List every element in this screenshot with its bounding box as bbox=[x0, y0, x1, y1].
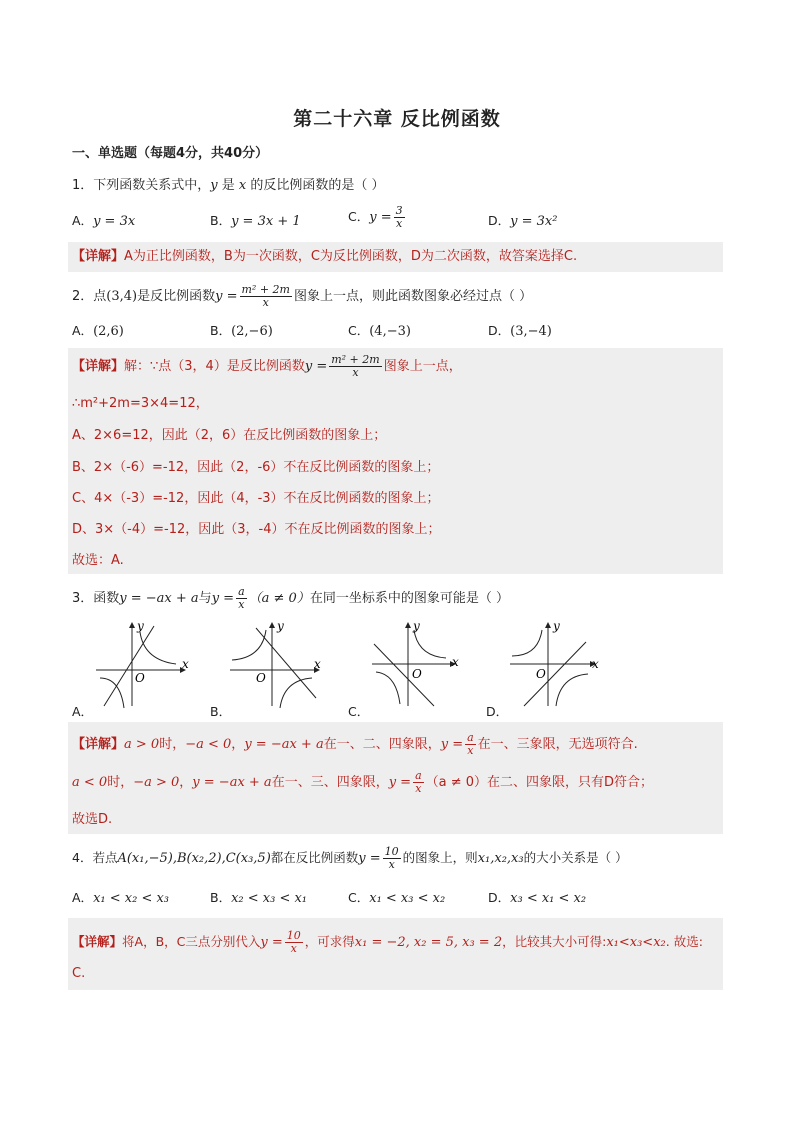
q1-suffix: 的反比例函数的是（ ） bbox=[246, 178, 385, 193]
answer-text: 解：∵点（3，4）是反比例函数 bbox=[124, 359, 305, 374]
q3-suffix: 在同一坐标系中的图象可能是（ ） bbox=[309, 591, 509, 606]
answer-text: （a ≠ 0）在二、四象限，只有D符合； bbox=[425, 775, 654, 790]
answer-text: 图象上一点， bbox=[383, 359, 462, 374]
option-label: C． bbox=[348, 209, 370, 224]
axis-y-label: y bbox=[413, 620, 420, 633]
option-expr: y = 3x bbox=[93, 214, 136, 229]
question-1 bbox=[72, 176, 385, 196]
answer-text: 时， bbox=[107, 775, 134, 790]
q1-prefix: 1．下列函数关系式中， bbox=[72, 178, 211, 193]
answer-text: ， bbox=[179, 775, 193, 790]
q2-answer-box bbox=[68, 348, 723, 574]
q4-answer-line-2: C. bbox=[72, 966, 86, 981]
q4-options bbox=[72, 888, 722, 908]
option-label: C． bbox=[348, 323, 370, 338]
answer-text: 在一、三象限，无选项符合. bbox=[477, 737, 638, 752]
q4-points: A(x₁,−5),B(x₂,2),C(x₃,5) bbox=[117, 851, 271, 866]
q2-prefix: 2．点 bbox=[72, 289, 107, 304]
q2-option-a[interactable] bbox=[72, 321, 124, 339]
q1-answer-box bbox=[68, 242, 723, 272]
answer-text: 时， bbox=[159, 737, 186, 752]
q4-option-a[interactable] bbox=[72, 888, 169, 906]
answer-math: −a > 0 bbox=[133, 775, 180, 790]
q2-answer-line-7: 故选：A. bbox=[72, 553, 124, 568]
hyperbola-branch-upper bbox=[512, 630, 542, 656]
numerator: a bbox=[238, 585, 245, 598]
q1-option-c[interactable] bbox=[348, 205, 407, 230]
hyperbola-branch-upper bbox=[414, 630, 446, 658]
axis-y-label: y bbox=[277, 620, 284, 633]
denominator: x bbox=[238, 598, 245, 611]
denominator: x bbox=[262, 296, 269, 309]
q1-y: y bbox=[210, 178, 218, 193]
q3-graph-b-label: B． bbox=[210, 704, 232, 719]
q2-answer-line-3: A、2×6=12，因此（2，6）在反比例函数的图象上； bbox=[72, 428, 387, 443]
q3-graph-a-label: A． bbox=[72, 704, 94, 719]
q4-prefix: 4．若点 bbox=[72, 850, 118, 865]
q2-options bbox=[72, 321, 722, 341]
q3-graph-c-label: C． bbox=[348, 704, 370, 719]
numerator: m² + 2m bbox=[331, 353, 380, 366]
page-title: 第二十六章 反比例函数 bbox=[293, 108, 501, 130]
q3-mid: 与 bbox=[198, 591, 212, 606]
answer-tag: 【详解】 bbox=[72, 249, 125, 264]
y-axis-arrow bbox=[269, 622, 275, 628]
line-graph bbox=[524, 642, 586, 706]
q3-answer-box bbox=[68, 722, 723, 834]
answer-text: ，可求得 bbox=[304, 934, 355, 949]
q4-option-b[interactable] bbox=[210, 888, 307, 906]
fraction bbox=[236, 586, 247, 611]
denominator: x bbox=[352, 366, 359, 379]
option-label: B． bbox=[210, 213, 232, 228]
q4-option-c[interactable] bbox=[348, 888, 445, 906]
option-expr: y = 3x + 1 bbox=[231, 214, 301, 229]
fraction bbox=[285, 930, 303, 955]
option-expr: y = 3x² bbox=[510, 214, 558, 229]
option-expr: (4,−3) bbox=[369, 324, 411, 339]
q3-answer-line-1 bbox=[72, 732, 638, 757]
q4-vars: x₁,x₂,x₃ bbox=[477, 851, 524, 866]
hyperbola-branch-lower bbox=[556, 674, 588, 706]
hyperbola-branch-upper bbox=[232, 630, 266, 660]
answer-math: −a < 0 bbox=[185, 737, 232, 752]
option-expr: x₃ < x₁ < x₂ bbox=[510, 891, 587, 906]
section-heading: 一、单选题（每题4分，共40分） bbox=[72, 146, 269, 161]
q3-graph-c[interactable] bbox=[368, 620, 468, 710]
origin-label: O bbox=[135, 671, 145, 685]
q3-graph-d-label: D． bbox=[486, 704, 509, 719]
option-expr: y = bbox=[369, 210, 392, 225]
axis-x-label: x bbox=[452, 655, 459, 669]
q2-point: (3,4) bbox=[106, 289, 138, 304]
numerator: m² + 2m bbox=[241, 283, 290, 296]
option-expr: x₁ < x₂ < x₃ bbox=[93, 891, 170, 906]
line-graph bbox=[374, 644, 434, 706]
question-4 bbox=[72, 846, 628, 871]
option-label: C． bbox=[348, 890, 370, 905]
answer-text: 在一、二、四象限， bbox=[323, 737, 441, 752]
q2-answer-line-5: C、4×（-3）=-12，因此（4，-3）不在反比例函数的图象上； bbox=[72, 491, 440, 506]
q3-answer-line-3: 故选D. bbox=[72, 812, 113, 827]
q4-mid2: 的图象上，则 bbox=[402, 850, 478, 865]
q2-answer-line-4: B、2×（-6）=-12，因此（2，-6）不在反比例函数的图象上； bbox=[72, 460, 440, 475]
numerator: 10 bbox=[384, 845, 399, 858]
q2-option-c[interactable] bbox=[348, 321, 411, 339]
option-label: D． bbox=[488, 890, 511, 905]
line-graph bbox=[256, 628, 316, 698]
axis-x-label: x bbox=[182, 657, 189, 671]
option-expr: (2,−6) bbox=[231, 324, 273, 339]
origin-label: O bbox=[536, 667, 546, 681]
q3-func2: y = bbox=[211, 591, 235, 606]
answer-text: ，比较其大小可得: bbox=[502, 934, 607, 949]
q2-answer-line-6: D、3×（-4）=-12，因此（3，-4）不在反比例函数的图象上； bbox=[72, 522, 441, 537]
origin-label: O bbox=[256, 671, 266, 685]
y-axis-arrow bbox=[545, 622, 551, 628]
q3-func1: y = −ax + a bbox=[119, 591, 199, 606]
q2-answer-line-2: ∴m²+2m=3×4=12， bbox=[72, 396, 209, 411]
option-expr: x₂ < x₃ < x₁ bbox=[231, 891, 308, 906]
option-label: A． bbox=[72, 890, 94, 905]
q4-answer-line-1 bbox=[72, 930, 703, 955]
q3-graph-b[interactable] bbox=[226, 620, 326, 710]
answer-text: ， bbox=[231, 737, 245, 752]
q4-mid: 都在反比例函数 bbox=[270, 850, 359, 865]
denominator: x bbox=[396, 217, 403, 230]
q1-option-a[interactable] bbox=[72, 211, 135, 229]
answer-tag: 【详解】 bbox=[72, 934, 123, 949]
answer-tag: 【详解】 bbox=[72, 359, 125, 374]
q4-func: y = bbox=[358, 851, 381, 866]
numerator: a bbox=[467, 731, 474, 744]
fraction bbox=[465, 732, 476, 757]
q3-prefix: 3．函数 bbox=[72, 591, 120, 606]
q3-answer-line-2 bbox=[72, 770, 653, 795]
hyperbola-branch-lower bbox=[376, 672, 400, 704]
option-label: D． bbox=[488, 323, 511, 338]
option-label: B． bbox=[210, 890, 232, 905]
option-expr: x₁ < x₃ < x₂ bbox=[369, 891, 446, 906]
q1-mid: 是 bbox=[217, 178, 239, 193]
answer-math: y = bbox=[440, 737, 464, 752]
fraction bbox=[329, 354, 381, 379]
q4-suffix: 的大小关系是（ ） bbox=[523, 850, 628, 865]
option-label: A． bbox=[72, 323, 94, 338]
answer-func: y = bbox=[304, 359, 328, 374]
option-label: D． bbox=[488, 213, 511, 228]
denominator: x bbox=[290, 942, 297, 955]
axis-y-label: y bbox=[553, 620, 560, 633]
y-axis-arrow bbox=[129, 622, 135, 628]
answer-text: . 故选: bbox=[665, 934, 703, 949]
question-3 bbox=[72, 586, 509, 611]
option-label: A． bbox=[72, 213, 94, 228]
q2-mid: 是反比例函数 bbox=[137, 289, 216, 304]
option-label: B． bbox=[210, 323, 232, 338]
answer-tag: 【详解】 bbox=[72, 737, 125, 752]
hyperbola-branch-upper bbox=[140, 632, 176, 664]
answer-math: y = −ax + a bbox=[244, 737, 324, 752]
axis-x-label: x bbox=[592, 657, 599, 671]
origin-label: O bbox=[412, 667, 422, 681]
answer-math: x₁<x₃<x₂ bbox=[606, 935, 666, 950]
denominator: x bbox=[415, 782, 422, 795]
q2-option-d[interactable] bbox=[488, 321, 552, 339]
fraction bbox=[413, 770, 424, 795]
fraction bbox=[394, 205, 405, 230]
numerator: 3 bbox=[395, 204, 403, 217]
answer-text: 在一、三、四象限， bbox=[271, 775, 389, 790]
answer-math: a > 0 bbox=[124, 737, 160, 752]
q2-func: y = bbox=[215, 289, 238, 304]
option-expr: (2,6) bbox=[93, 324, 124, 339]
answer-math: a < 0 bbox=[72, 775, 108, 790]
numerator: a bbox=[415, 769, 422, 782]
q1-options bbox=[72, 204, 722, 231]
q1-x: x bbox=[238, 178, 247, 193]
q1-answer bbox=[72, 247, 577, 267]
q3-cond: （a ≠ 0） bbox=[248, 591, 310, 606]
option-expr: (3,−4) bbox=[510, 324, 552, 339]
q2-option-b[interactable] bbox=[210, 321, 273, 339]
answer-text: 将A，B，C三点分别代入 bbox=[122, 934, 261, 949]
answer-math: y = bbox=[260, 935, 283, 950]
q4-option-d[interactable] bbox=[488, 888, 586, 906]
answer-math: x₁ = −2, x₂ = 5, x₃ = 2 bbox=[354, 935, 503, 950]
answer-math: y = −ax + a bbox=[192, 775, 272, 790]
q1-option-d[interactable] bbox=[488, 211, 557, 229]
q3-graph-d[interactable] bbox=[506, 620, 606, 710]
q2-answer-line-1 bbox=[72, 354, 462, 379]
q2-suffix: 图象上一点，则此函数图象必经过点（ ） bbox=[293, 289, 533, 304]
fraction bbox=[240, 284, 292, 309]
q3-graph-a[interactable] bbox=[92, 620, 192, 710]
answer-math: y = bbox=[388, 775, 412, 790]
question-2 bbox=[72, 284, 532, 309]
denominator: x bbox=[388, 858, 395, 871]
answer-text: A为正比例函数，B为一次函数，C为反比例函数，D为二次函数，故答案选择C. bbox=[124, 249, 578, 264]
hyperbola-branch-lower bbox=[280, 678, 312, 708]
numerator: 10 bbox=[286, 929, 301, 942]
axis-y-label: y bbox=[137, 620, 144, 633]
denominator: x bbox=[467, 744, 474, 757]
axis-x-label: x bbox=[314, 657, 321, 671]
fraction bbox=[383, 846, 401, 871]
line-graph bbox=[104, 626, 154, 706]
q4-answer-box bbox=[68, 918, 723, 990]
q1-option-b[interactable] bbox=[210, 211, 301, 229]
y-axis-arrow bbox=[405, 622, 411, 628]
